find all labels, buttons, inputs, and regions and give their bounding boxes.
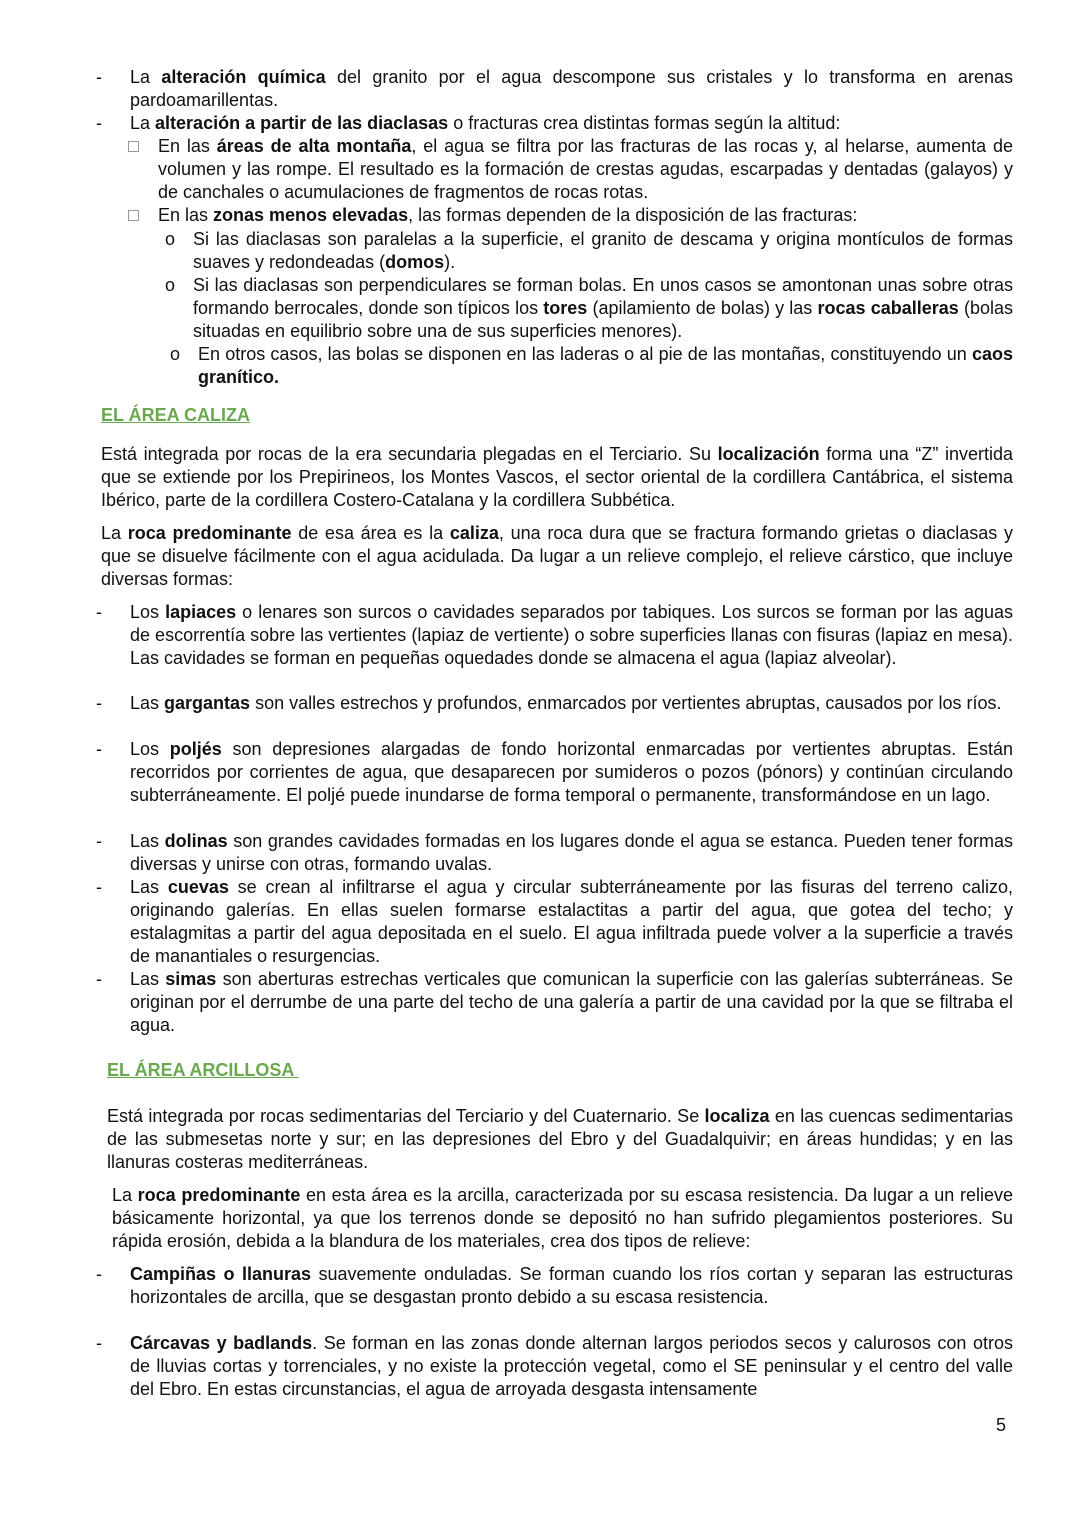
list-item bbox=[96, 692, 1013, 715]
text: En otros casos, las bolas se disponen en las laderas o al pie de las montañas, constituyendo un bbox=[198, 344, 972, 364]
bold-term: zonas menos elevadas bbox=[213, 205, 409, 225]
text: En las bbox=[158, 205, 214, 225]
text: La bbox=[130, 67, 162, 87]
text: Los bbox=[130, 739, 170, 759]
text: de esa área es la bbox=[291, 523, 450, 543]
bold-term: rocas caballeras bbox=[817, 298, 959, 318]
bold-term: caos granítico. bbox=[198, 344, 1013, 387]
bold-term: áreas de alta montaña bbox=[216, 136, 412, 156]
text: La bbox=[101, 523, 128, 543]
text: Si las diaclasas son paralelas a la superficie, el granito de descama y origina montículos de formas suaves y redondeadas ( bbox=[193, 229, 1013, 272]
list-item bbox=[96, 830, 1013, 876]
text: o fracturas crea distintas formas según la altitud: bbox=[448, 113, 841, 133]
text: Los bbox=[130, 602, 166, 622]
text: En las bbox=[158, 136, 217, 156]
bold-term: alteración química bbox=[161, 67, 326, 87]
text: en las cuencas sedimentarias de las submesetas norte y sur; en las depresiones del Ebro y del Guadalquivir; en áreas hundidas; y en las llanuras costeras mediterráneas. bbox=[107, 1106, 1013, 1172]
text: son valles estrechos y profundos, enmarcados por vertientes abruptas, causados por los ríos. bbox=[250, 693, 1002, 713]
list-item bbox=[96, 1332, 1013, 1401]
list-item bbox=[96, 738, 1013, 807]
sub-list-item bbox=[128, 204, 1013, 227]
bold-term: Cárcavas y badlands bbox=[130, 1333, 313, 1353]
text: del granito por el agua descompone sus cristales y lo transforma en arenas pardoamarillentas. bbox=[130, 67, 1013, 110]
text: Está integrada por rocas sedimentarias del Terciario y del Cuaternario. Se bbox=[107, 1106, 705, 1126]
paragraph bbox=[101, 522, 1013, 591]
bold-term: simas bbox=[165, 969, 217, 989]
text: son depresiones alargadas de fondo horizontal enmarcadas por vertientes abruptas. Están recorridos por corrientes de agua, que desaparecen por sumideros o pozos (pónors) y continúan circulando subterráneamente. El poljé puede inundarse de forma temporal o permanente, transformándose en un lago. bbox=[130, 739, 1013, 805]
bold-term: tores bbox=[543, 298, 588, 318]
text: Las bbox=[130, 969, 166, 989]
bold-term: localiza bbox=[704, 1106, 770, 1126]
list-item bbox=[96, 66, 1013, 112]
text: Las bbox=[130, 877, 168, 897]
dash-bullet: - bbox=[96, 67, 102, 87]
bold-term: alteración a partir de las diaclasas bbox=[155, 113, 449, 133]
bold-term: localización bbox=[717, 444, 820, 464]
paragraph bbox=[112, 1184, 1013, 1253]
dash-bullet: - bbox=[96, 831, 102, 851]
nested-list-item bbox=[167, 343, 1013, 389]
nested-list-item bbox=[162, 274, 1013, 343]
text: , el agua se filtra por las fracturas de las rocas y, al helarse, aumenta de volumen y las rompe. El resultado es la formación de crestas agudas, escarpadas y dentadas (galayos) y de canchales o acumulaciones de fragmentos de rocas rotas. bbox=[158, 136, 1013, 202]
dash-bullet: - bbox=[96, 113, 102, 133]
list-item bbox=[96, 876, 1013, 968]
section-heading-caliza: EL ÁREA CALIZA bbox=[101, 405, 251, 425]
text: (apilamiento de bolas) y las bbox=[587, 298, 818, 318]
text: , las formas dependen de la disposición de las fracturas: bbox=[408, 205, 858, 225]
nested-list-item bbox=[162, 228, 1013, 274]
section-heading-arcillosa: EL ÁREA ARCILLOSA bbox=[107, 1060, 299, 1080]
dash-bullet: - bbox=[96, 877, 102, 897]
list-item bbox=[96, 112, 1013, 135]
bold-term: dolinas bbox=[164, 831, 228, 851]
dash-bullet: - bbox=[96, 602, 102, 622]
bold-term: cuevas bbox=[167, 877, 229, 897]
text: Las bbox=[130, 831, 165, 851]
circle-bullet: o bbox=[170, 344, 181, 364]
text: se crean al infiltrarse el agua y circular subterráneamente por las fisuras del terreno calizo, originando galerías. En ellas suelen formarse estalactitas a partir del agua, que gotea del techo; y estalagmitas a partir del agua depositada en el suelo. El agua infiltrada puede volver a la superficie a través de manantiales o resurgencias. bbox=[130, 877, 1013, 966]
text: o lenares son surcos o cavidades separados por tabiques. Los surcos se forman por las aguas de escorrentía sobre las vertientes (lapiaz de vertiente) o sobre superficies llanas con fisuras (lapiaz en mesa). Las cavidades se forman en pequeñas oquedades donde se almacena el agua (lapiaz alveolar). bbox=[130, 602, 1013, 668]
bold-term: poljés bbox=[169, 739, 222, 759]
bold-term: Campiñas o llanuras bbox=[130, 1264, 311, 1284]
bold-term: lapiaces bbox=[165, 602, 237, 622]
bold-term: gargantas bbox=[164, 693, 251, 713]
circle-bullet: o bbox=[165, 229, 176, 249]
text: La bbox=[130, 113, 156, 133]
list-item bbox=[96, 1263, 1013, 1309]
square-bullet-icon bbox=[128, 141, 139, 152]
text: suavemente onduladas. Se forman cuando los ríos cortan y separan las estructuras horizontales de arcilla, que se desgastan pronto debido a su escasa resistencia. bbox=[130, 1264, 1013, 1307]
bold-term: roca predominante bbox=[137, 1185, 301, 1205]
text: (bolas situadas en equilibrio sobre una de sus superficies menores). bbox=[193, 298, 1013, 341]
list-item bbox=[96, 968, 1013, 1037]
text: ). bbox=[444, 252, 456, 272]
dash-bullet: - bbox=[96, 1333, 102, 1353]
text: Las bbox=[130, 693, 165, 713]
list-item bbox=[96, 601, 1013, 670]
dash-bullet: - bbox=[96, 969, 102, 989]
circle-bullet: o bbox=[165, 275, 176, 295]
dash-bullet: - bbox=[96, 693, 102, 713]
text: forma una “Z” invertida que se extiende por los Prepirineos, los Montes Vascos, el sector oriental de la cordillera Cantábrica, el sistema Ibérico, parte de la cordillera Costero-Catalana y la cordillera Subbética. bbox=[101, 444, 1013, 510]
text: La bbox=[112, 1185, 138, 1205]
text: , una roca dura que se fractura formando grietas o diaclasas y que se disuelve fácilmente con el agua acidulada. Da lugar a un relieve complejo, el relieve cárstico, que incluye diversas formas: bbox=[101, 523, 1013, 589]
text: . Se forman en las zonas donde alternan largos periodos secos y calurosos con otros de lluvias cortas y torrenciales, y no existe la protección vegetal, como el SE peninsular y el centro del valle del Ebro. En estas circunstancias, el agua de arroyada desgasta intensamente bbox=[130, 1333, 1013, 1399]
bold-term: roca predominante bbox=[127, 523, 292, 543]
paragraph bbox=[107, 1105, 1013, 1174]
sub-list-item bbox=[128, 135, 1013, 204]
text: son aberturas estrechas verticales que comunican la superficie con las galerías subterráneas. Se originan por el derrumbe de una parte del techo de una galería a partir de una cavidad por la que se filtraba el agua. bbox=[130, 969, 1013, 1035]
dash-bullet: - bbox=[96, 739, 102, 759]
bold-term: domos bbox=[385, 252, 445, 272]
text: Está integrada por rocas de la era secundaria plegadas en el Terciario. Su bbox=[101, 444, 718, 464]
page-number: 5 bbox=[996, 1415, 1007, 1435]
bold-term: caliza bbox=[449, 523, 499, 543]
square-bullet-icon bbox=[128, 210, 139, 221]
text: Si las diaclasas son perpendiculares se forman bolas. En unos casos se amontonan unas sobre otras formando berrocales, donde son típicos los bbox=[193, 275, 1013, 318]
dash-bullet: - bbox=[96, 1264, 102, 1284]
paragraph bbox=[101, 443, 1013, 512]
text: en esta área es la arcilla, caracterizada por su escasa resistencia. Da lugar a un relieve básicamente horizontal, ya que los terrenos donde se depositó no han sufrido plegamientos posteriores. Su rápida erosión, debida a la blandura de los materiales, crea dos tipos de relieve: bbox=[112, 1185, 1013, 1251]
text: son grandes cavidades formadas en los lugares donde el agua se estanca. Pueden tener formas diversas y unirse con otras, formando uvalas. bbox=[130, 831, 1013, 874]
